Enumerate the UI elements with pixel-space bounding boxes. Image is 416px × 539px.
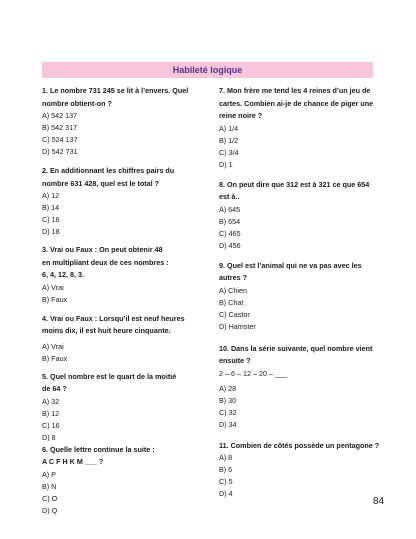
- right-column: [219, 85, 394, 500]
- option: A) 542 137: [42, 111, 78, 120]
- question-9: [219, 260, 394, 333]
- question-7: [219, 85, 394, 171]
- question-10: [219, 343, 394, 431]
- option: A) Vrai: [42, 282, 64, 292]
- question-text: 2. En additionnant les chiffres pairs du nombre 631 428, quel est le total ?: [42, 166, 175, 188]
- option: B) Faux: [42, 294, 68, 304]
- question-4: [42, 313, 207, 365]
- option: D) 8: [42, 432, 56, 442]
- page-number: 84: [373, 496, 385, 507]
- option: D) 456: [219, 240, 241, 250]
- option: B) 542 317: [42, 123, 78, 132]
- question-text: 5. Quel nombre est le quart de la moitié de 64 ?: [42, 371, 177, 393]
- option: C) 16: [42, 420, 60, 430]
- option: A) 32: [42, 396, 60, 406]
- section-banner: [42, 62, 373, 78]
- option: B) Faux: [42, 353, 68, 363]
- option: B) 6: [219, 465, 233, 474]
- option: A) 8: [219, 453, 233, 462]
- option: C) 32: [219, 407, 237, 417]
- question-11: [219, 440, 394, 501]
- option: D) 34: [219, 419, 237, 429]
- question-6: [42, 444, 207, 517]
- left-column: [42, 85, 207, 517]
- option: B) 654: [219, 216, 241, 226]
- question-text: 7. Mon frère me tend les 4 reines d’un jeu de cartes. Combien ai-je de chance de piger une reine noire ?: [219, 86, 374, 120]
- option: A) 12: [42, 191, 60, 200]
- question-text: 3. Vrai ou Faux : On peut obtenir 48 en multipliant deux de ces nombres : 6, 4, 12, 8, 3.: [42, 245, 169, 279]
- question-text: 6. Quelle lettre continue la suite : A C F H K M ___ ?: [42, 444, 155, 466]
- question-2: [42, 165, 207, 238]
- option: D) 1: [219, 159, 233, 169]
- option: A) P: [42, 469, 56, 479]
- option: C) 465: [219, 228, 241, 238]
- option: C) 16: [42, 215, 60, 224]
- option: B) Chat: [219, 297, 244, 307]
- number-sequence: 2 – 6 – 12 – 20 – ___: [219, 368, 287, 378]
- question-3: [42, 244, 207, 306]
- option: A) Chien: [219, 285, 247, 295]
- option: D) 18: [42, 227, 60, 236]
- option: B) 30: [219, 395, 237, 405]
- option: C) 3/4: [219, 147, 239, 157]
- question-8: [219, 179, 394, 252]
- option: D) Hamster: [219, 321, 256, 331]
- question-5: [42, 371, 207, 444]
- question-text: 9. Quel est l’animal qui ne va pas avec les autres ?: [219, 260, 362, 282]
- option: D) Q: [42, 505, 58, 515]
- question-text: 4. Vrai ou Faux : Lorsqu’il est neuf heures moins dix, il est huit heure cinquante.: [42, 313, 185, 335]
- question-text: 11. Combien de côtés possède un pentagone ?: [219, 440, 380, 450]
- option: B) 1/2: [219, 135, 239, 145]
- option: C) 524 137: [42, 135, 78, 144]
- option: D) 542 731: [42, 147, 78, 156]
- question-text: 8. On peut dire que 312 est à 321 ce que 654 est à..: [219, 179, 370, 201]
- option: B) N: [42, 481, 57, 491]
- option: A) Vrai: [42, 341, 64, 351]
- question-text: 10. Dans la série suivante, quel nombre vient ensuite ?: [219, 343, 373, 365]
- option: B) 14: [42, 203, 60, 212]
- question-1: [42, 85, 207, 158]
- question-text: 1. Le nombre 731 245 se lit à l’envers. Quel nombre obtient-on ?: [42, 86, 189, 108]
- option: A) 28: [219, 383, 237, 393]
- option: C) O: [42, 493, 58, 503]
- option: A) 645: [219, 204, 241, 214]
- section-title: Habileté logique: [172, 65, 243, 75]
- option: C) 5: [219, 477, 233, 486]
- option: D) 4: [219, 489, 233, 498]
- option: C) Castor: [219, 309, 250, 319]
- option: B) 12: [42, 408, 60, 418]
- option: A) 1/4: [219, 123, 239, 133]
